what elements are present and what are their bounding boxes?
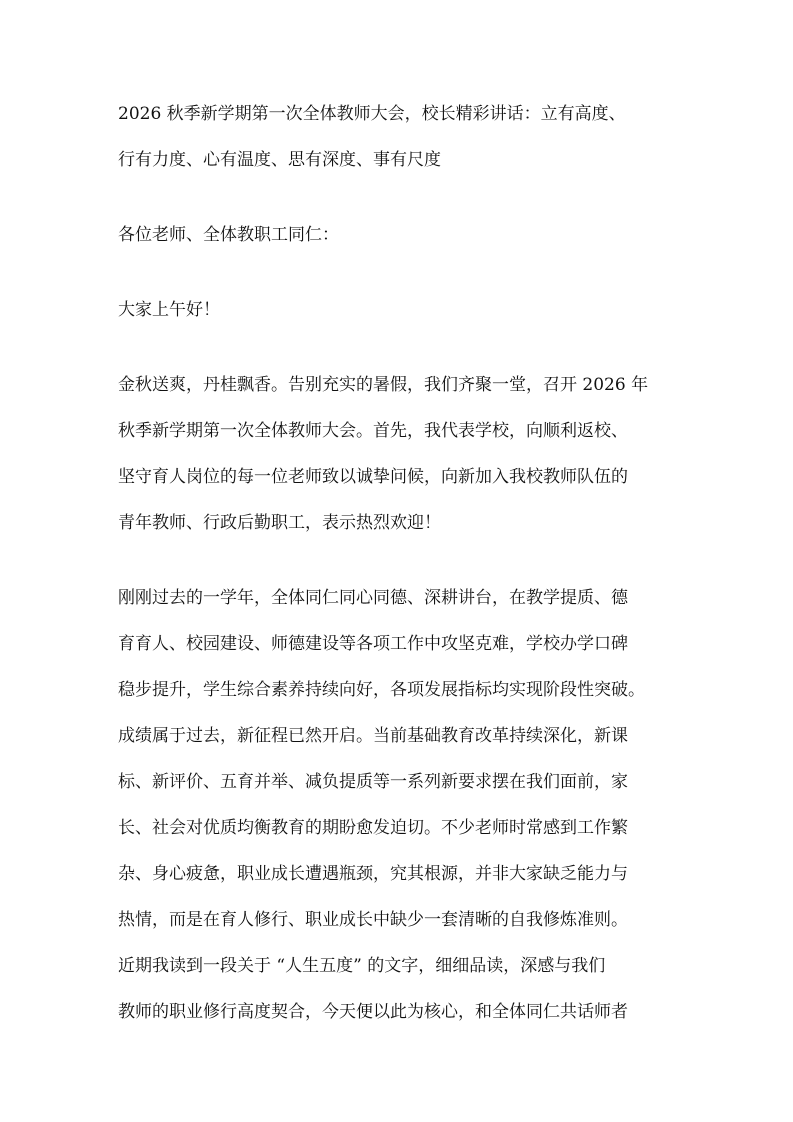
spacer <box>118 538 678 584</box>
paragraph-line: 坚守育人岗位的每一位老师致以诚挚问候，向新加入我校教师队伍的 <box>118 467 628 487</box>
paragraph-line: 热情，而是在育人修行、职业成长中缺少一套清晰的自我修炼准则。 <box>118 910 628 930</box>
document-body <box>118 100 678 1027</box>
paragraph-review <box>118 584 678 1027</box>
paragraph-line: 杂、身心疲惫，职业成长遭遇瓶颈，究其根源，并非大家缺乏能力与 <box>118 864 628 884</box>
spacer <box>118 175 678 221</box>
paragraph-line: 金秋送爽，丹桂飘香。告别充实的暑假，我们齐聚一堂，召开 2026 年 <box>118 375 649 395</box>
document-title <box>118 100 678 175</box>
paragraph-opening <box>118 371 678 538</box>
greeting: 大家上午好！ <box>118 300 220 320</box>
paragraph-line: 教师的职业修行高度契合，今天便以此为核心，和全体同仁共话师者 <box>118 1002 628 1022</box>
spacer <box>118 250 678 296</box>
title-line: 2026 秋季新学期第一次全体教师大会，校长精彩讲话：立有高度、 <box>118 104 626 124</box>
paragraph-line: 成绩属于过去，新征程已然开启。当前基础教育改革持续深化，新课 <box>118 726 628 746</box>
title-line: 行有力度、心有温度、思有深度、事有尺度 <box>118 150 441 170</box>
paragraph-line: 长、社会对优质均衡教育的期盼愈发迫切。不少老师时常感到工作繁 <box>118 818 628 838</box>
salutation: 各位老师、全体教职工同仁： <box>118 225 339 245</box>
paragraph-line: 刚刚过去的一学年，全体同仁同心同德、深耕讲台，在教学提质、德 <box>118 588 628 608</box>
paragraph-line: 青年教师、行政后勤职工，表示热烈欢迎！ <box>118 513 441 533</box>
paragraph-line: 育育人、校园建设、师德建设等各项工作中攻坚克难，学校办学口碑 <box>118 634 628 654</box>
paragraph-line: 稳步提升，学生综合素养持续向好，各项发展指标均实现阶段性突破。 <box>118 680 645 700</box>
paragraph-line: 近期我读到一段关于 “人生五度” 的文字，细细品读，深感与我们 <box>118 956 606 976</box>
paragraph-line: 标、新评价、五育并举、减负提质等一系列新要求摆在我们面前，家 <box>118 772 628 792</box>
spacer <box>118 325 678 371</box>
paragraph-line: 秋季新学期第一次全体教师大会。首先，我代表学校，向顺利返校、 <box>118 421 628 441</box>
